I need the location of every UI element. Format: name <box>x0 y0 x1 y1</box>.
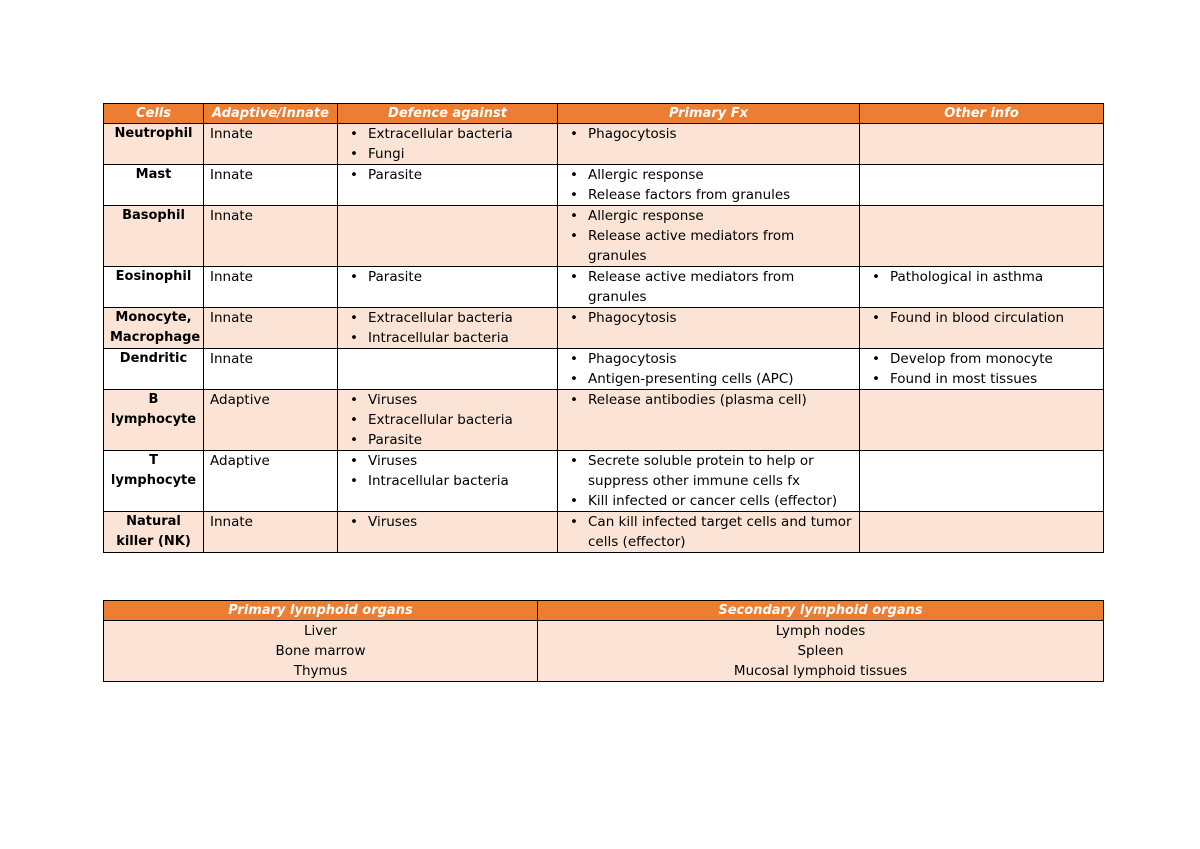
bullet-item: • Allergic response <box>564 206 853 226</box>
cell-name: Neutrophil <box>104 124 204 165</box>
bullet-item: • Intracellular bacteria <box>344 328 551 348</box>
header-cells: Cells <box>104 104 204 124</box>
cell-name: Mast <box>104 165 204 206</box>
cell-other-list <box>860 124 1104 165</box>
cell-name: Eosinophil <box>104 267 204 308</box>
bullet-item: • Kill infected or cancer cells (effector) <box>564 491 853 511</box>
cell-other-list <box>860 165 1104 206</box>
bullet-item: • Release factors from granules <box>564 185 853 205</box>
cell-primary-list <box>558 308 860 349</box>
bullet-item: • Extracellular bacteria <box>344 308 551 328</box>
cell-name: Natural killer (NK) <box>104 512 204 553</box>
bullet-item: • Parasite <box>344 165 551 185</box>
table-row <box>104 451 1104 512</box>
bullet-item: • Can kill infected target cells and tumor cells (effector) <box>564 512 853 552</box>
bullet-item: • Fungi <box>344 144 551 164</box>
table-row <box>104 390 1104 451</box>
cells-table-header <box>104 104 1104 124</box>
bullet-item: • Found in most tissues <box>866 369 1097 389</box>
organ-name: Lymph nodes <box>775 623 866 639</box>
cell-defence-list <box>338 390 558 451</box>
cell-type: Adaptive <box>204 390 338 451</box>
cell-other-list <box>860 267 1104 308</box>
cell-type: Adaptive <box>204 451 338 512</box>
table-row <box>104 349 1104 390</box>
bullet-item: • Phagocytosis <box>564 349 853 369</box>
secondary-organs-cell <box>538 621 1104 682</box>
bullet-item: • Antigen-presenting cells (APC) <box>564 369 853 389</box>
header-defence-against: Defence against <box>338 104 558 124</box>
bullet-item: • Release active mediators from granules <box>564 267 853 307</box>
bullet-item: • Phagocytosis <box>564 124 853 144</box>
bullet-item: • Release active mediators from granules <box>564 226 853 266</box>
bullet-item: • Secrete soluble protein to help or suppress other immune cells fx <box>564 451 853 491</box>
cell-primary-list <box>558 390 860 451</box>
cell-primary-list <box>558 165 860 206</box>
organ-name: Spleen <box>797 643 844 659</box>
cell-other-list <box>860 390 1104 451</box>
cell-type: Innate <box>204 267 338 308</box>
cell-type: Innate <box>204 124 338 165</box>
cell-name: T lymphocyte <box>104 451 204 512</box>
cell-name: B lymphocyte <box>104 390 204 451</box>
cell-type: Innate <box>204 512 338 553</box>
cell-defence-list <box>338 165 558 206</box>
organ-name: Mucosal lymphoid tissues <box>733 663 908 679</box>
bullet-item: • Extracellular bacteria <box>344 124 551 144</box>
organs-table-header <box>104 601 1104 621</box>
primary-organs-cell <box>104 621 538 682</box>
bullet-item: • Phagocytosis <box>564 308 853 328</box>
cell-primary-list <box>558 349 860 390</box>
bullet-item: • Viruses <box>344 390 551 410</box>
header-primary-lymphoid-organs: Primary lymphoid organs <box>104 601 538 621</box>
cell-defence-list <box>338 512 558 553</box>
bullet-item: • Extracellular bacteria <box>344 410 551 430</box>
cell-defence-list <box>338 267 558 308</box>
cell-name: Basophil <box>104 206 204 267</box>
lymphoid-organs-table <box>103 600 1104 682</box>
table-row <box>104 206 1104 267</box>
immune-cells-table <box>103 103 1104 553</box>
bullet-item: • Viruses <box>344 512 551 532</box>
cell-primary-list <box>558 512 860 553</box>
bullet-item: • Found in blood circulation <box>866 308 1097 328</box>
cell-primary-list <box>558 451 860 512</box>
bullet-item: • Viruses <box>344 451 551 471</box>
bullet-item: • Allergic response <box>564 165 853 185</box>
table-row <box>104 512 1104 553</box>
header-adaptive-innate: Adaptive/Innate <box>204 104 338 124</box>
bullet-item: • Intracellular bacteria <box>344 471 551 491</box>
cell-primary-list <box>558 124 860 165</box>
organ-name: Bone marrow <box>275 643 366 659</box>
bullet-item: • Develop from monocyte <box>866 349 1097 369</box>
bullet-item: • Parasite <box>344 267 551 287</box>
cell-name: Monocyte, Macrophage <box>104 308 204 349</box>
bullet-item: • Parasite <box>344 430 551 450</box>
organ-name: Liver <box>303 623 338 639</box>
cell-name: Dendritic <box>104 349 204 390</box>
table-row <box>104 267 1104 308</box>
header-other-info: Other info <box>860 104 1104 124</box>
bullet-item: • Release antibodies (plasma cell) <box>564 390 853 410</box>
organs-row <box>104 621 1104 682</box>
cell-type: Innate <box>204 308 338 349</box>
cell-type: Innate <box>204 165 338 206</box>
cell-other-list <box>860 308 1104 349</box>
cell-other-list <box>860 349 1104 390</box>
cell-defence-list <box>338 349 558 390</box>
cell-other-list <box>860 451 1104 512</box>
cell-type: Innate <box>204 349 338 390</box>
organ-name: Thymus <box>293 663 348 679</box>
cell-defence-list <box>338 124 558 165</box>
cell-defence-list <box>338 308 558 349</box>
cell-defence-list <box>338 206 558 267</box>
table-row <box>104 124 1104 165</box>
cell-type: Innate <box>204 206 338 267</box>
header-primary-fx: Primary Fx <box>558 104 860 124</box>
header-secondary-lymphoid-organs: Secondary lymphoid organs <box>538 601 1104 621</box>
cell-other-list <box>860 512 1104 553</box>
cell-primary-list <box>558 206 860 267</box>
cell-other-list <box>860 206 1104 267</box>
cell-primary-list <box>558 267 860 308</box>
table-row <box>104 165 1104 206</box>
bullet-item: • Pathological in asthma <box>866 267 1097 287</box>
cell-defence-list <box>338 451 558 512</box>
table-row <box>104 308 1104 349</box>
